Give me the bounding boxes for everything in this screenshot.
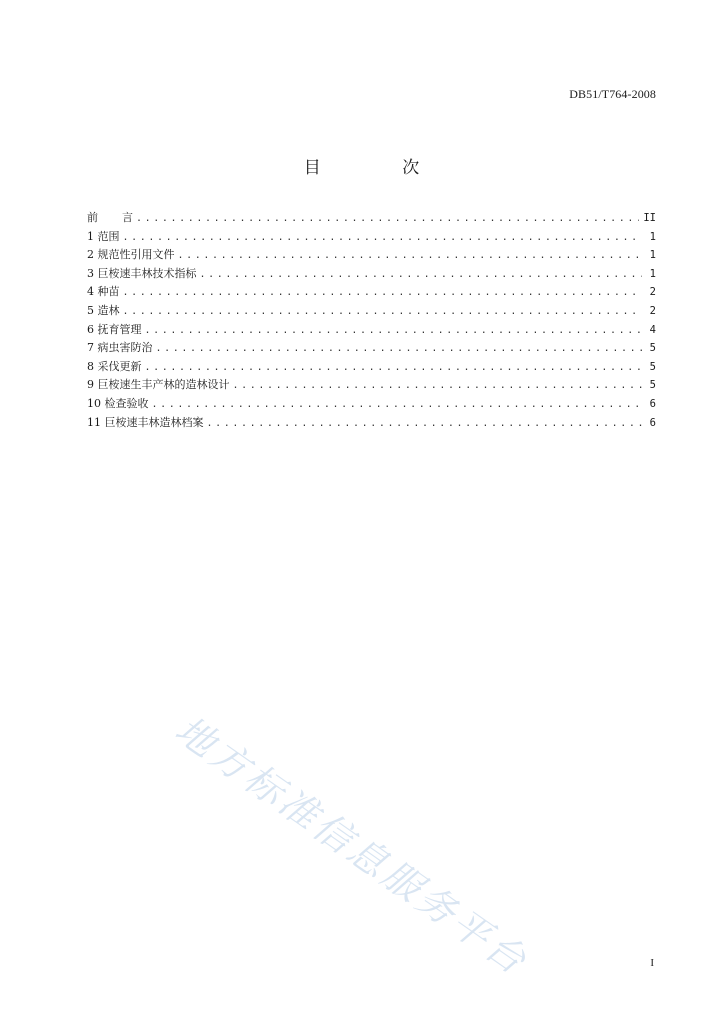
toc-entry-page: 6 xyxy=(649,416,656,429)
toc-entry-label: 9 巨桉速生丰产林的造林设计 xyxy=(87,378,230,392)
dot-leader xyxy=(145,359,643,378)
toc-entry-label: 2 规范性引用文件 xyxy=(87,248,175,262)
table-of-contents xyxy=(87,209,656,432)
toc-entry[interactable] xyxy=(87,358,656,377)
toc-entry[interactable] xyxy=(87,414,656,433)
toc-entry[interactable] xyxy=(87,321,656,340)
toc-entry-label: 1 范围 xyxy=(87,229,120,243)
toc-entry[interactable] xyxy=(87,302,656,321)
toc-entry-page: II xyxy=(643,212,656,224)
toc-entry-label: 3 巨桉速丰林技术指标 xyxy=(87,266,197,280)
toc-entry-label: 6 抚育管理 xyxy=(87,322,142,336)
dot-leader xyxy=(136,210,639,229)
page-number: I xyxy=(650,957,654,969)
title-char-1: 目 xyxy=(303,158,322,178)
dot-leader xyxy=(233,377,643,396)
toc-entry[interactable] xyxy=(87,283,656,302)
dot-leader xyxy=(207,415,643,434)
dot-leader xyxy=(123,303,643,322)
document-code: DB51/T764-2008 xyxy=(569,87,656,101)
dot-leader xyxy=(123,229,643,248)
toc-entry-page: 1 xyxy=(649,249,656,262)
toc-entry-page: 1 xyxy=(649,267,656,280)
toc-entry[interactable] xyxy=(87,395,656,414)
toc-entry-label: 7 病虫害防治 xyxy=(87,341,153,355)
toc-entry-page: 5 xyxy=(649,360,656,373)
dot-leader xyxy=(200,266,643,285)
dot-leader xyxy=(156,340,643,359)
toc-entry-page: 5 xyxy=(649,342,656,355)
toc-entry-label: 前 言 xyxy=(87,211,133,224)
dot-leader xyxy=(152,396,643,415)
toc-entry[interactable] xyxy=(87,376,656,395)
toc-entry[interactable] xyxy=(87,265,656,284)
toc-entry-foreword[interactable] xyxy=(87,209,656,228)
toc-entry-label: 8 采伐更新 xyxy=(87,359,142,373)
toc-entry-label: 10 检查验收 xyxy=(87,396,149,410)
toc-entry-label: 11 巨桉速丰林造林档案 xyxy=(87,415,204,429)
dot-leader xyxy=(123,284,643,303)
toc-entry-label: 5 造林 xyxy=(87,303,120,317)
title-char-2: 次 xyxy=(402,158,421,178)
toc-entry[interactable] xyxy=(87,339,656,358)
toc-entry-page: 5 xyxy=(649,379,656,392)
page-title xyxy=(0,153,724,178)
toc-entry-page: 2 xyxy=(649,304,656,317)
dot-leader xyxy=(145,322,643,341)
dot-leader xyxy=(178,247,643,266)
toc-entry[interactable] xyxy=(87,246,656,265)
toc-entry-page: 4 xyxy=(649,323,656,336)
toc-entry[interactable] xyxy=(87,228,656,247)
toc-entry-label: 4 种苗 xyxy=(87,285,120,299)
toc-entry-page: 2 xyxy=(649,286,656,299)
watermark: 地方标准信息服务平台 xyxy=(167,707,537,985)
toc-entry-page: 6 xyxy=(649,397,656,410)
toc-entry-page: 1 xyxy=(649,230,656,243)
